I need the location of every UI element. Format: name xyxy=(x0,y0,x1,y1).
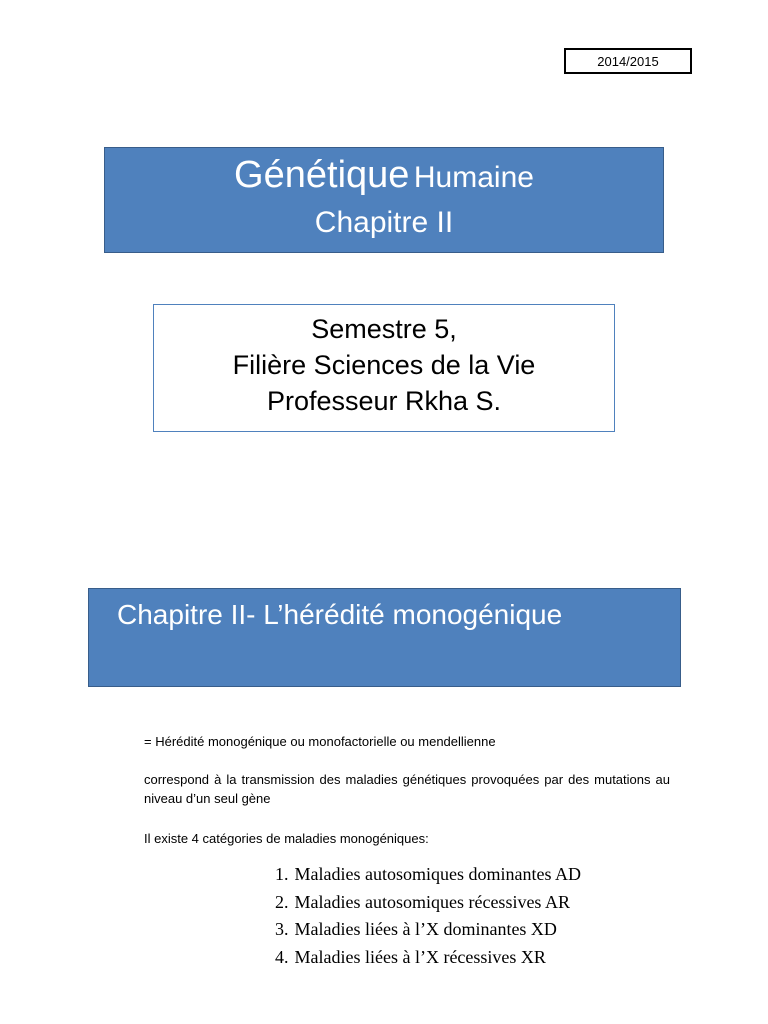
page-title xyxy=(105,154,663,197)
definition-text: = Hérédité monogénique ou monofactorielle ou mendellienne xyxy=(144,734,496,749)
list-number: 4. xyxy=(275,946,289,967)
list-item-label: Maladies autosomiques récessives AR xyxy=(294,891,570,912)
title-sub: Humaine xyxy=(413,161,534,194)
description-text: correspond à la transmission des maladies génétiques provoquées par des mutations au niveau d’un seul gène xyxy=(144,772,670,806)
chapter-heading: Chapitre II- L’hérédité monogénique xyxy=(88,588,681,687)
course-info-box xyxy=(153,304,615,432)
list-number: 3. xyxy=(275,919,289,939)
title-main: Génétique xyxy=(234,154,410,196)
semester-text: Semestre 5, xyxy=(311,314,457,344)
list-item xyxy=(275,916,581,944)
year-label: 2014/2015 xyxy=(564,48,692,74)
categories-intro: Il existe 4 catégories de maladies monogéniques: xyxy=(144,831,429,846)
professor-text: Professeur Rkha S. xyxy=(266,386,502,416)
title-chapter: Chapitre II xyxy=(314,206,454,239)
list-item xyxy=(275,944,581,972)
program-text: Filière Sciences de la Vie xyxy=(232,350,536,380)
list-number: 2. xyxy=(275,891,289,912)
list-item xyxy=(275,861,581,889)
disease-categories-list xyxy=(275,861,581,971)
list-item-label: Maladies liées à l’X récessives XR xyxy=(294,946,546,967)
title-banner xyxy=(104,147,664,253)
list-item-label: Maladies autosomiques dominantes AD xyxy=(294,864,581,884)
list-item-label: Maladies liées à l’X dominantes XD xyxy=(294,919,557,939)
list-item xyxy=(275,889,581,917)
list-number: 1. xyxy=(275,864,289,884)
